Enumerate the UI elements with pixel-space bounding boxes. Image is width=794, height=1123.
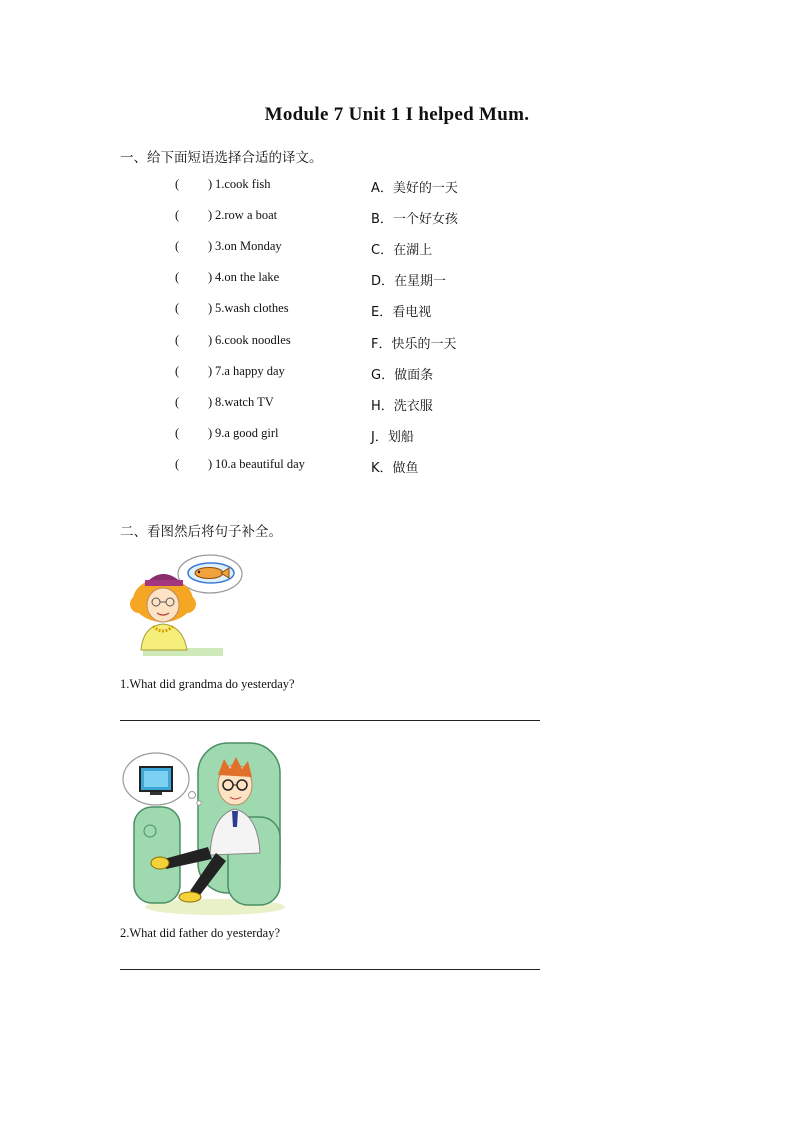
answer-blank-open[interactable]: ( bbox=[175, 364, 180, 378]
answer-blank-close: ) bbox=[208, 395, 213, 409]
answer-blank-close: ) bbox=[208, 208, 213, 222]
chinese-option: A．美好的一天 bbox=[371, 181, 458, 196]
chinese-option: J．划船 bbox=[371, 430, 414, 445]
list-item bbox=[175, 177, 495, 197]
answer-blank-open[interactable]: ( bbox=[175, 426, 180, 440]
list-item bbox=[175, 426, 495, 446]
chinese-option: E．看电视 bbox=[371, 305, 432, 320]
answer-blank-open[interactable]: ( bbox=[175, 301, 180, 315]
father-tv-illustration bbox=[120, 735, 290, 917]
grandma-fish-illustration bbox=[125, 550, 250, 665]
chinese-option: C．在湖上 bbox=[371, 243, 433, 258]
answer-blank-open[interactable]: ( bbox=[175, 457, 180, 471]
list-item bbox=[175, 333, 495, 353]
chinese-option: H．洗衣服 bbox=[371, 399, 433, 414]
list-item bbox=[175, 364, 495, 384]
chinese-option: G．做面条 bbox=[371, 368, 434, 383]
question-1: 1.What did grandma do yesterday? bbox=[120, 677, 295, 691]
list-item bbox=[175, 208, 495, 228]
list-item bbox=[175, 239, 495, 259]
answer-blank-close: ) bbox=[208, 177, 213, 191]
answer-blank-open[interactable]: ( bbox=[175, 208, 180, 222]
answer-blank-close: ) bbox=[208, 239, 213, 253]
section-2-heading: 二、看图然后将句子补全。 bbox=[120, 524, 282, 540]
list-item bbox=[175, 395, 495, 415]
answer-blank-close: ) bbox=[208, 426, 213, 440]
question-2: 2.What did father do yesterday? bbox=[120, 926, 281, 940]
answer-line-1[interactable] bbox=[120, 720, 540, 721]
chinese-option: D．在星期一 bbox=[371, 274, 447, 289]
english-phrase: 8.watch TV bbox=[215, 395, 274, 409]
answer-blank-open[interactable]: ( bbox=[175, 395, 180, 409]
chinese-option: F．快乐的一天 bbox=[371, 337, 457, 352]
answer-blank-open[interactable]: ( bbox=[175, 239, 180, 253]
english-phrase: 7.a happy day bbox=[215, 364, 285, 378]
list-item bbox=[175, 270, 495, 290]
list-item bbox=[175, 457, 495, 477]
answer-blank-close: ) bbox=[208, 301, 213, 315]
answer-blank-open[interactable]: ( bbox=[175, 270, 180, 284]
english-phrase: 2.row a boat bbox=[215, 208, 278, 222]
english-phrase: 3.on Monday bbox=[215, 239, 282, 253]
answer-blank-open[interactable]: ( bbox=[175, 177, 180, 191]
english-phrase: 10.a beautiful day bbox=[215, 457, 305, 471]
answer-blank-open[interactable]: ( bbox=[175, 333, 180, 347]
english-phrase: 1.cook fish bbox=[215, 177, 271, 191]
answer-blank-close: ) bbox=[208, 457, 213, 471]
english-phrase: 9.a good girl bbox=[215, 426, 279, 440]
page-title: Module 7 Unit 1 I helped Mum. bbox=[264, 104, 530, 125]
answer-blank-close: ) bbox=[208, 333, 213, 347]
section-1-heading: 一、给下面短语选择合适的译文。 bbox=[120, 150, 323, 166]
answer-line-2[interactable] bbox=[120, 969, 540, 970]
chinese-option: B．一个好女孩 bbox=[371, 212, 458, 227]
chinese-option: K．做鱼 bbox=[371, 461, 419, 476]
list-item bbox=[175, 301, 495, 321]
english-phrase: 6.cook noodles bbox=[215, 333, 291, 347]
english-phrase: 4.on the lake bbox=[215, 270, 280, 284]
english-phrase: 5.wash clothes bbox=[215, 301, 289, 315]
answer-blank-close: ) bbox=[208, 270, 213, 284]
answer-blank-close: ) bbox=[208, 364, 213, 378]
